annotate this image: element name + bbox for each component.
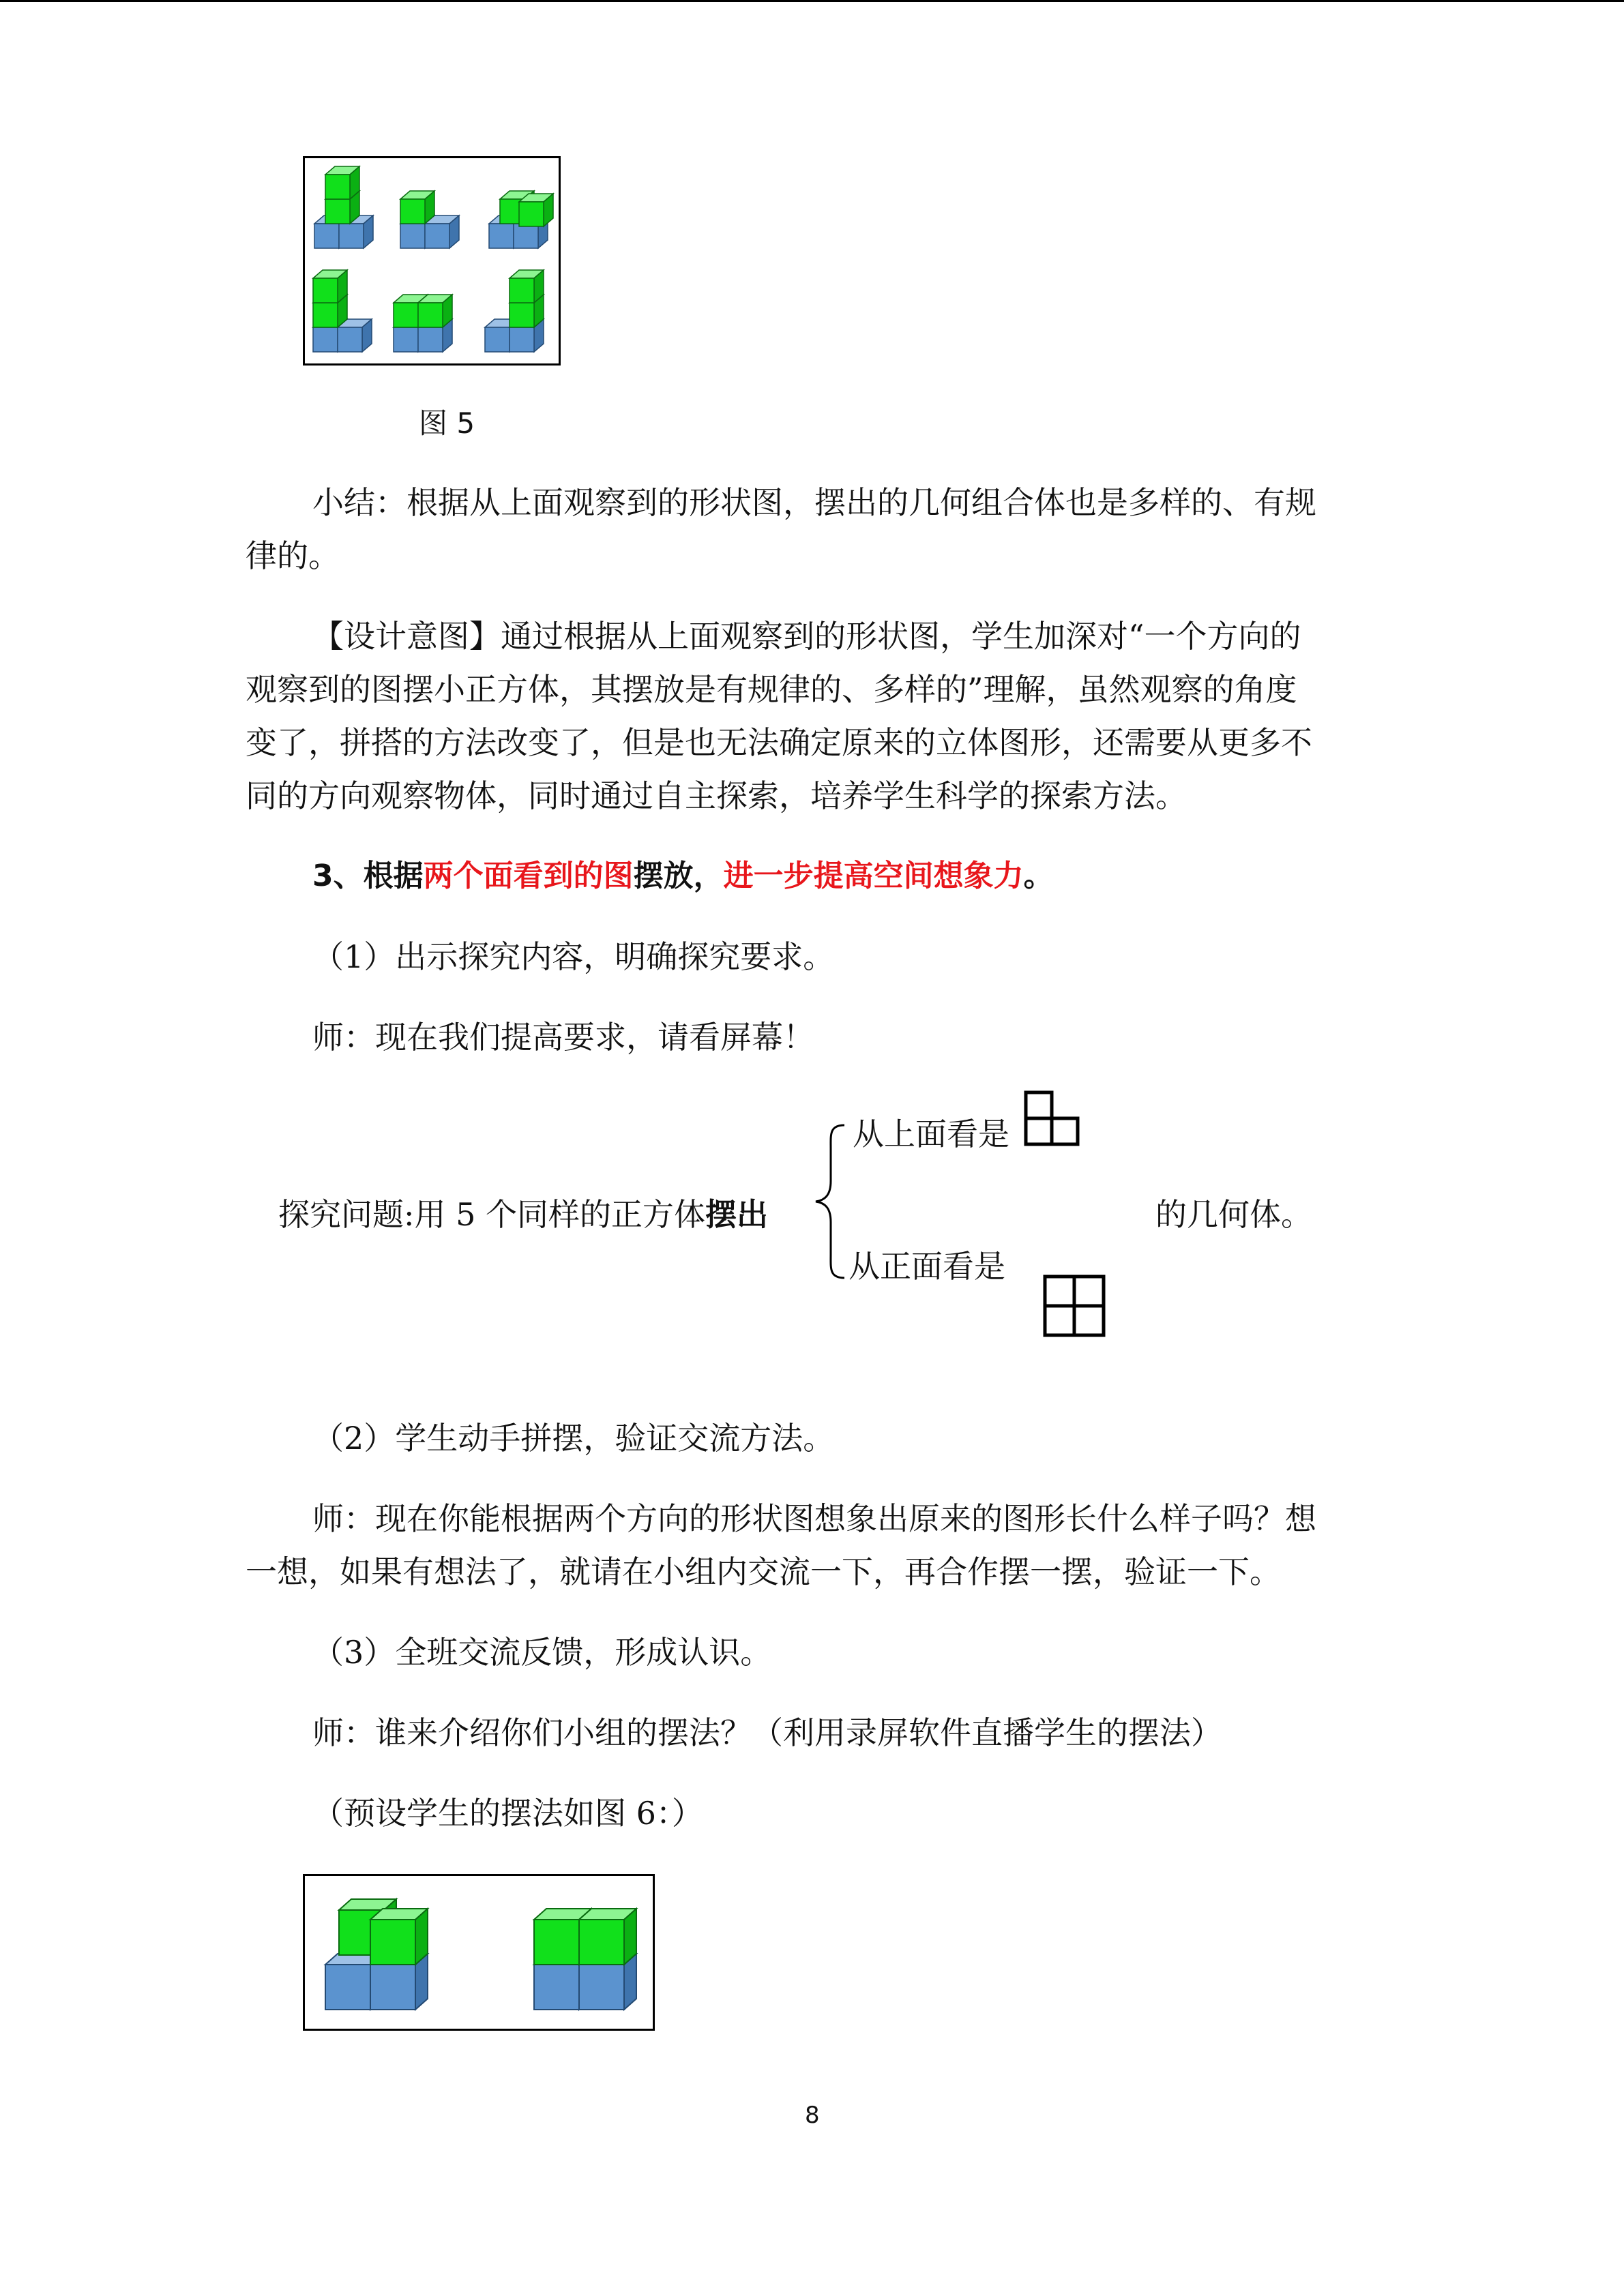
inquiry-lead-text: 探究问题:用 5 个同样的正方体 [278, 1196, 706, 1233]
section-3-red-phrase-2: 进一步提高空间想象力 [723, 859, 1024, 893]
design-intent-line-3: 变了，拼搭的方法改变了，但是也无法确定原来的立体图形，还需要从更多不 [246, 724, 1312, 761]
section-3-red-phrase-1: 两个面看到的图 [423, 859, 634, 893]
top-view-label: 从上面看是 [853, 1116, 1009, 1152]
teacher-line-1: 师：现在我们提高要求，请看屏幕！ [312, 1019, 814, 1056]
design-intent-line-2: 观察到的图摆小正方体，其摆放是有规律的、多样的”理解，虽然观察的角度 [246, 671, 1297, 708]
step-1: （1）出示探究内容，明确探究要求。 [312, 938, 835, 975]
section-3-heading [312, 850, 1054, 903]
figure-5-cubes [305, 158, 559, 363]
figure-5 [303, 156, 561, 366]
front-view-label: 从正面看是 [848, 1248, 1005, 1285]
summary-line-2: 律的。 [246, 537, 340, 574]
inquiry-lead-bold: 摆出 [705, 1196, 769, 1233]
figure-6-cubes [305, 1876, 653, 2029]
teacher-line-2a: 师：现在你能根据两个方向的形状图想象出原来的图形长什么样子吗？想 [312, 1500, 1316, 1537]
teacher-line-2b: 一想，如果有想法了，就请在小组内交流一下，再合作摆一摆，验证一下。 [246, 1553, 1281, 1590]
teacher-line-3: 师：谁来介绍你们小组的摆法？（利用录屏软件直播学生的摆法） [312, 1714, 1222, 1751]
section-3-prefix: 3、根据 [312, 859, 424, 893]
summary-line-1: 小结：根据从上面观察到的形状图，摆出的几何组合体也是多样的、有规 [312, 484, 1316, 521]
page-number: 8 [805, 2102, 820, 2129]
front-view-shape [1042, 1274, 1106, 1338]
step-2: （2）学生动手拼摆，验证交流方法。 [312, 1420, 835, 1457]
preset-note: （预设学生的摆法如图 6：） [312, 1795, 703, 1832]
page-top-border [0, 0, 1624, 2]
figure-6 [303, 1874, 655, 2031]
design-intent-line-1: 【设计意图】通过根据从上面观察到的形状图，学生加深对“一个方向的 [312, 618, 1301, 655]
section-3-end: 。 [1023, 859, 1054, 893]
inquiry-tail: 的几何体。 [1155, 1196, 1312, 1233]
figure-5-caption: 图 5 [419, 406, 475, 440]
design-intent-line-4: 同的方向观察物体，同时通过自主探索，培养学生科学的探索方法。 [246, 777, 1187, 814]
inquiry-lead [278, 1188, 768, 1241]
top-view-shape [1023, 1090, 1080, 1147]
step-3: （3）全班交流反馈，形成认识。 [312, 1634, 772, 1671]
section-3-mid: 摆放， [633, 859, 724, 893]
